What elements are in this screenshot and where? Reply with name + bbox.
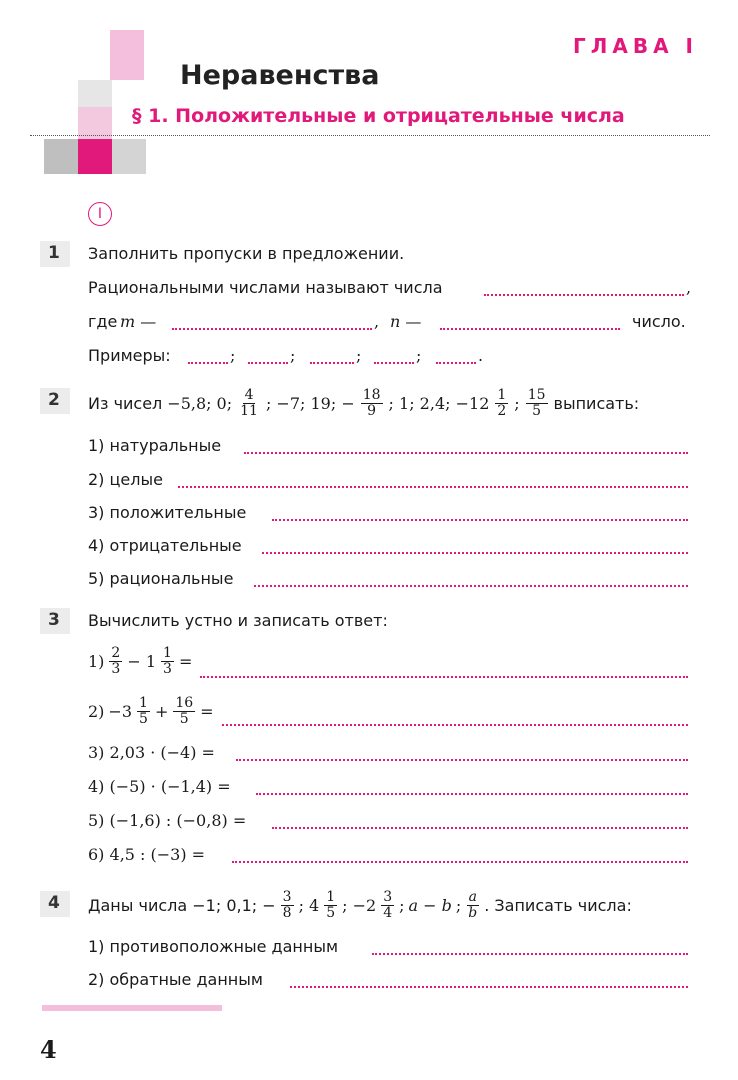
list-item: 2) обратные данным: [88, 970, 263, 989]
separator: ;: [290, 346, 296, 365]
task1-prompt: Заполнить пропуски в предложении.: [88, 244, 405, 263]
example-blank[interactable]: [248, 362, 288, 364]
task-number: 4: [48, 893, 60, 913]
decor-square-magenta: [78, 139, 112, 174]
decor-square-gray-right: [112, 139, 146, 174]
page-title: Неравенства: [180, 60, 380, 91]
chapter-label: ГЛАВА I: [573, 34, 698, 58]
task1-line1: Рациональными числами называют числа: [88, 278, 443, 297]
task-number: 1: [48, 243, 60, 263]
task3-prompt: Вычислить устно и записать ответ:: [88, 611, 388, 630]
task3-item-6: 6) 4,5 : (−3) =: [88, 845, 206, 864]
answer-blank[interactable]: [256, 793, 688, 795]
var-m: m —: [120, 312, 157, 331]
fraction: $\frac{1}{2}$: [497, 386, 507, 419]
example-blank[interactable]: [188, 362, 228, 364]
answer-blank[interactable]: [272, 519, 688, 521]
list-item: 3) положительные: [88, 503, 247, 522]
blank-field[interactable]: [172, 328, 372, 330]
examples-label: Примеры:: [88, 346, 171, 365]
list-item: 5) рациональные: [88, 569, 234, 588]
decor-square-gray: [78, 80, 112, 107]
comma: ,: [374, 312, 380, 331]
answer-blank[interactable]: [244, 452, 688, 454]
answer-blank[interactable]: [236, 759, 688, 761]
task3-item-1: 1) $\frac{2}{3}$ − 1 $\frac{1}{3}$ =: [88, 644, 193, 677]
separator: ;: [416, 346, 422, 365]
task4-prompt: Даны числа −1; 0,1; − $\frac{3}{8}$ ; 4 $\frac{1}{5}$ ; −2 $\frac{3}{4}$ ; a − b ; $\frac{a}{b}$ . Записать числа:: [88, 888, 632, 921]
example-blank[interactable]: [374, 362, 414, 364]
answer-blank[interactable]: [232, 861, 688, 863]
separator: ;: [230, 346, 236, 365]
section-heading: § 1. Положительные и отрицательные числа: [132, 105, 625, 127]
answer-blank[interactable]: [222, 724, 688, 726]
task-number: 2: [48, 390, 60, 410]
task3-item-2: 2) −3 $\frac{1}{5}$ + $\frac{16}{5}$ =: [88, 694, 214, 727]
list-item: 2) целые: [88, 470, 163, 489]
answer-blank[interactable]: [372, 953, 688, 955]
task-number: 3: [48, 610, 60, 630]
var-n: n —: [390, 312, 422, 331]
fraction: $\frac{4}{11}$: [240, 386, 258, 419]
decor-square-pink: [110, 30, 144, 80]
level-badge: I: [88, 202, 112, 226]
header-dotted-rule: [30, 135, 710, 136]
answer-blank[interactable]: [178, 486, 688, 488]
page-number: 4: [40, 1035, 57, 1064]
footer-pink-bar: [42, 1005, 222, 1011]
list-item: 1) противоположные данным: [88, 937, 339, 956]
separator: ;: [356, 346, 362, 365]
answer-blank[interactable]: [290, 986, 688, 988]
task2-prompt: Из чисел −5,8; 0; $\frac{4}{11}$ ; −7; 19; − $\frac{18}{9}$ ; 1; 2,4; −12 $\frac{1}{2}$ ; $\frac{15}{5}$ выписать:: [88, 386, 640, 419]
task1-line2-end: число.: [632, 312, 686, 331]
task1-line1-end: ,: [686, 278, 692, 297]
fraction: $\frac{15}{5}$: [527, 386, 546, 419]
blank-field[interactable]: [440, 328, 620, 330]
answer-blank[interactable]: [262, 552, 688, 554]
list-item: 1) натуральные: [88, 436, 222, 455]
example-blank[interactable]: [310, 362, 354, 364]
blank-field[interactable]: [484, 294, 684, 296]
fraction: $\frac{18}{9}$: [362, 386, 381, 419]
answer-blank[interactable]: [200, 676, 688, 678]
decor-square-gray-left: [44, 139, 78, 174]
answer-blank[interactable]: [272, 827, 688, 829]
task3-item-4: 4) (−5) · (−1,4) =: [88, 777, 231, 796]
list-item: 4) отрицательные: [88, 536, 242, 555]
period: .: [478, 346, 484, 365]
task1-where: где: [88, 312, 118, 331]
example-blank[interactable]: [436, 362, 476, 364]
task3-item-3: 3) 2,03 · (−4) =: [88, 743, 215, 762]
task3-item-5: 5) (−1,6) : (−0,8) =: [88, 811, 247, 830]
answer-blank[interactable]: [254, 585, 688, 587]
